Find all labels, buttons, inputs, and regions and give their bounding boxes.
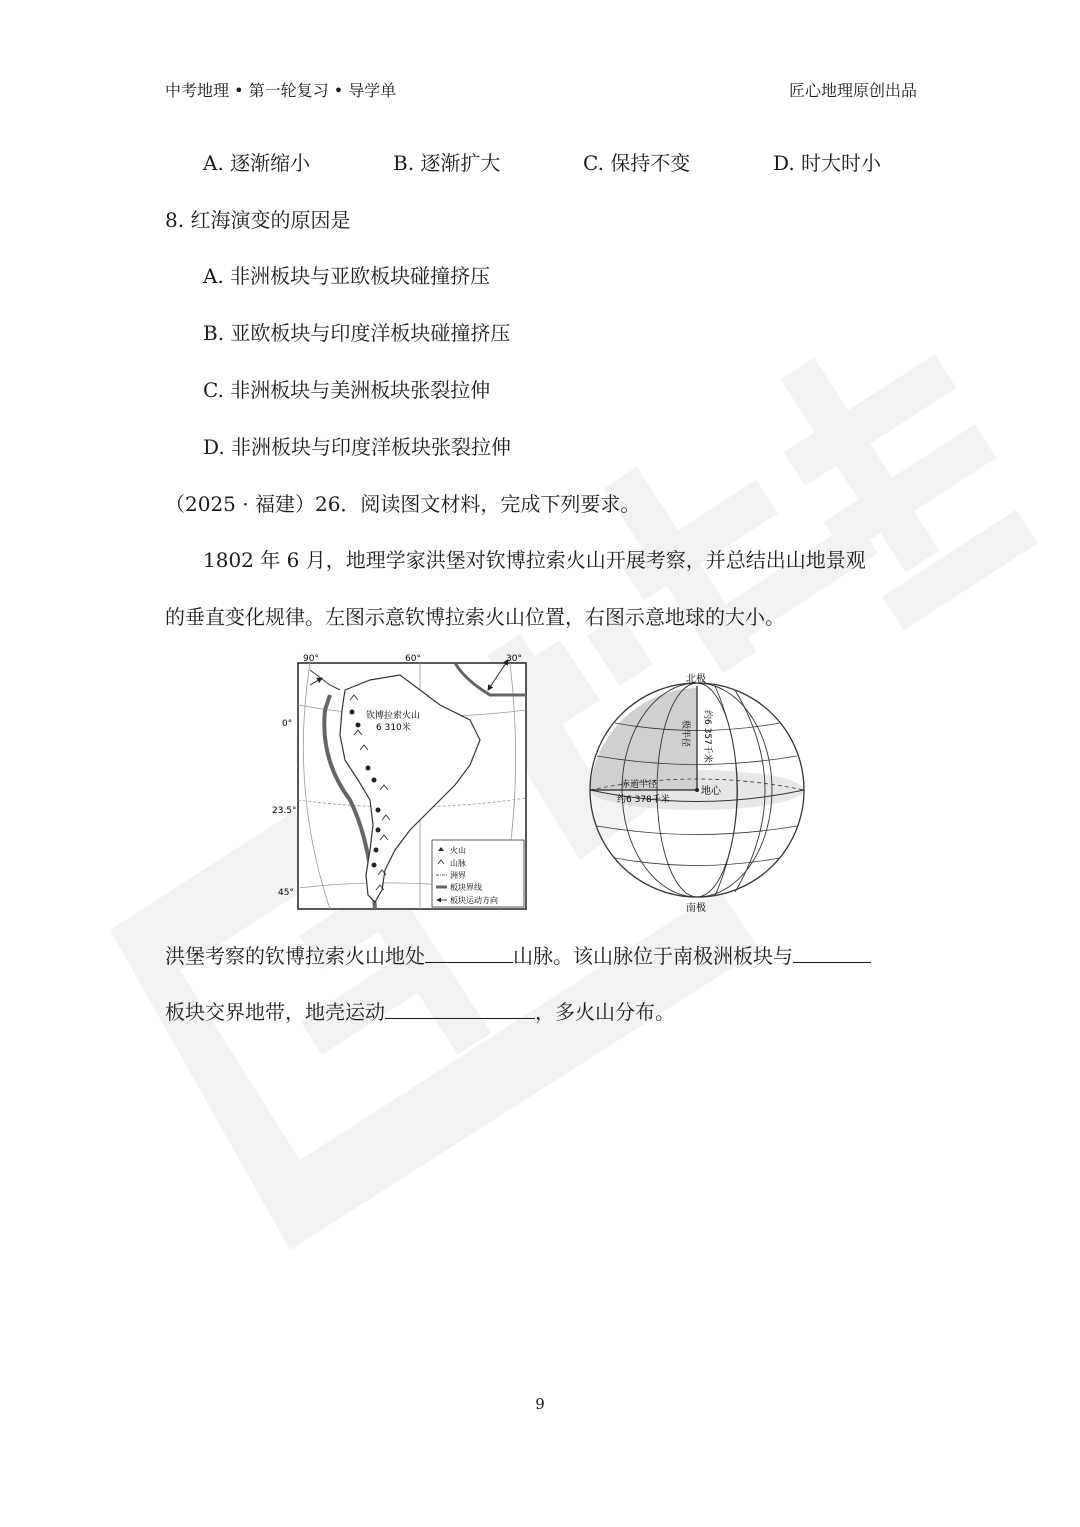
legend-volcano: 火山: [450, 846, 466, 855]
legend-plate-motion: 板块运动方向: [450, 896, 498, 905]
north-pole-label: 北极: [686, 674, 706, 685]
fill-text-2: 山脉。该山脉位于南极洲板块与: [513, 944, 793, 968]
q26-fill-line2: [165, 996, 675, 1025]
answer-blank-1[interactable]: [425, 942, 513, 963]
fill-text-4: ，多火山分布。: [535, 1000, 675, 1024]
map-legend: [432, 840, 524, 907]
q7-option-b: B. 逐渐扩大: [393, 151, 501, 175]
answer-blank-2[interactable]: [793, 942, 871, 963]
fill-text-1: 洪堡考察的钦博拉索火山地处: [165, 944, 425, 968]
q26-paragraph-line1: 1802 年 6 月，地理学家洪堡对钦博拉索火山开展考察，并总结出山地景观: [203, 548, 866, 572]
q7-option-a: A. 逐渐缩小: [203, 151, 311, 175]
q8-stem: 8. 红海演变的原因是: [165, 208, 351, 232]
q8-option-a: A. 非洲板块与亚欧板块碰撞挤压: [203, 264, 491, 288]
answer-blank-3[interactable]: [385, 998, 535, 1019]
q7-option-c: C. 保持不变: [583, 151, 691, 175]
polar-radius-label: 极半径: [680, 720, 690, 748]
header-right: 匠心地理原创出品: [788, 81, 917, 100]
legend-plate-boundary: 板块界线: [450, 883, 482, 892]
q26-paragraph-line2: 的垂直变化规律。左图示意钦博拉索火山位置，右图示意地球的大小。: [165, 605, 785, 629]
lat-label-23-5: 23.5°: [272, 806, 297, 816]
legend-mountain: 山脉: [450, 859, 466, 868]
q8-option-c: C. 非洲板块与美洲板块张裂拉伸: [203, 378, 491, 402]
lon-label-30: 30°: [506, 654, 522, 664]
q26-source: （2025 · 福建）26．阅读图文材料，完成下列要求。: [165, 492, 641, 516]
page-number: 9: [535, 1395, 545, 1413]
volcano-height-label: 6 310米: [376, 723, 411, 733]
earth-center-label: 地心: [701, 786, 721, 797]
fill-text-3: 板块交界地带，地壳运动: [165, 1000, 385, 1024]
q8-option-b: B. 亚欧板块与印度洋板块碰撞挤压: [203, 321, 511, 345]
lon-label-90: 90°: [303, 654, 319, 664]
south-america-map: [270, 650, 532, 912]
q7-option-d: D. 时大时小: [773, 151, 882, 175]
lat-label-0: 0°: [282, 719, 293, 729]
legend-continent-boundary: 洲界: [450, 871, 466, 880]
q26-fill-line1: [165, 940, 871, 969]
volcano-name-label: 钦博拉索火山: [366, 711, 421, 721]
q8-option-d: D. 非洲板块与印度洋板块张裂拉伸: [203, 435, 512, 459]
earth-globe-diagram: [585, 668, 815, 913]
equatorial-radius-value: 约6 378千米: [617, 795, 670, 805]
header-left: 中考地理 • 第一轮复习 • 导学单: [165, 81, 397, 100]
lon-label-60: 60°: [405, 654, 421, 664]
equatorial-radius-label: 赤道半径: [621, 780, 658, 790]
south-pole-label: 南极: [686, 903, 706, 913]
lat-label-45: 45°: [278, 888, 294, 898]
polar-radius-value: 约6 357千米: [702, 710, 712, 763]
